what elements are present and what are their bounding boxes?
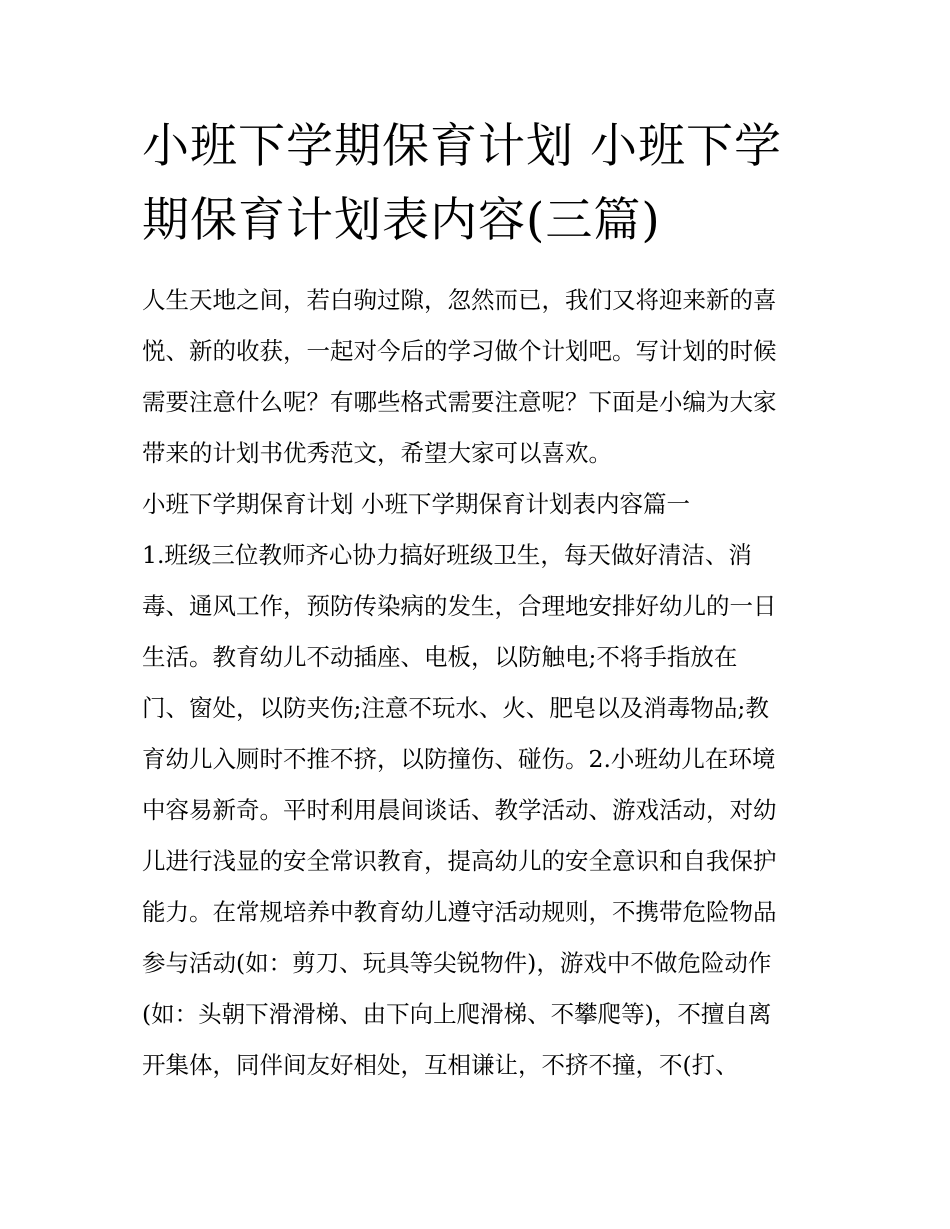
body-line: 参与活动(如：剪刀、玩具等尖锐物件)，游戏中不做危险动作 <box>142 949 772 977</box>
title-line: 小班下学期保育计划 小班下学 <box>142 119 782 174</box>
document-body <box>142 275 822 1091</box>
section-heading: 小班下学期保育计划 小班下学期保育计划表内容篇一 <box>142 490 690 518</box>
body-line: (如：头朝下滑滑梯、由下向上爬滑梯、不攀爬等)，不擅自离 <box>142 1000 772 1028</box>
title-line: 期保育计划表内容(三篇) <box>142 193 661 248</box>
body-line: 中容易新奇。平时利用晨间谈话、教学活动、游戏活动，对幼 <box>142 796 777 824</box>
body-line: 人生天地之间，若白驹过隙，忽然而已，我们又将迎来新的喜 <box>142 286 777 314</box>
body-line: 悦、新的收获，一起对今后的学习做个计划吧。写计划的时候 <box>142 337 777 365</box>
body-line: 开集体，同伴间友好相处，互相谦让，不挤不撞，不(打、 <box>142 1051 739 1079</box>
document-title <box>142 110 822 258</box>
body-line: 儿进行浅显的安全常识教育，提高幼儿的安全意识和自我保护 <box>142 847 777 875</box>
body-line: 1.班级三位教师齐心协力搞好班级卫生，每天做好清洁、消 <box>142 541 752 569</box>
body-line: 生活。教育幼儿不动插座、电板，以防触电;不将手指放在 <box>142 643 738 671</box>
body-line: 能力。在常规培养中教育幼儿遵守活动规则，不携带危险物品 <box>142 898 777 926</box>
body-line: 育幼儿入厕时不推不挤，以防撞伤、碰伤。2.小班幼儿在环境 <box>142 745 776 773</box>
body-line: 毒、通风工作，预防传染病的发生，合理地安排好幼儿的一日 <box>142 592 777 620</box>
body-line: 门、窗处，以防夹伤;注意不玩水、火、肥皂以及消毒物品;教 <box>142 694 769 722</box>
body-line: 需要注意什么呢？有哪些格式需要注意呢？下面是小编为大家 <box>142 388 777 416</box>
body-line: 带来的计划书优秀范文，希望大家可以喜欢。 <box>142 439 612 467</box>
